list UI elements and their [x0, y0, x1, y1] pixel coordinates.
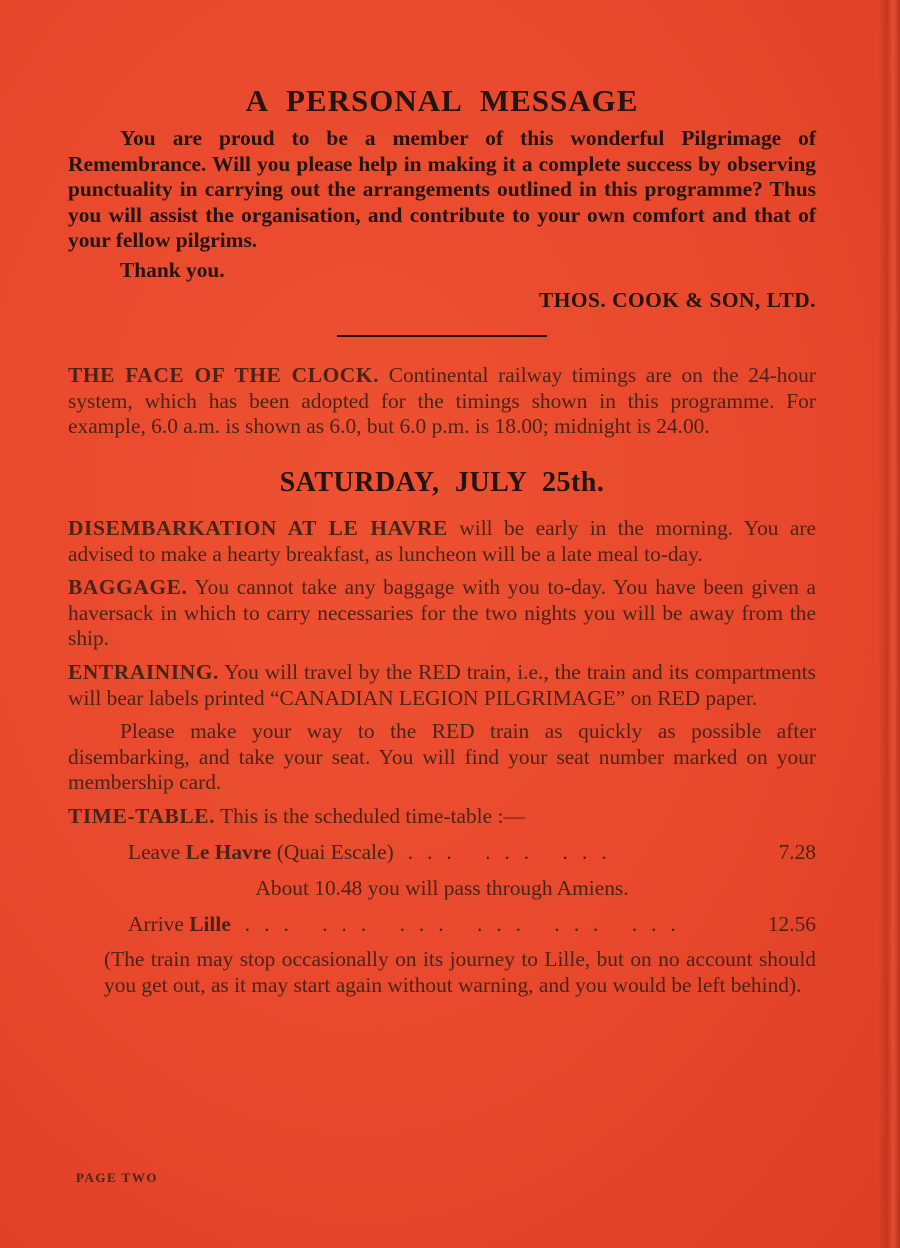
- page-number-label: PAGE TWO: [76, 1170, 158, 1185]
- clock-text: Continental railway timings are on the 24-hour system, which has been adopted for the timings shown in this programme. For example, 6.0 a.m. is shown as 6.0, but 6.0 p.m. is 18.00; midnight is 24.00.: [68, 363, 816, 439]
- train-note: (The train may stop occasionally on its journey to Lille, but on no account should you get out, as it may start again without warning, and you would be left behind).: [104, 947, 816, 998]
- leave-time: 7.28: [778, 840, 816, 865]
- timetable-heading: TIME-TABLE.: [68, 803, 216, 828]
- amiens-note: About 10.48 you will pass through Amiens.: [255, 876, 629, 901]
- clock-heading: THE FACE OF THE CLOCK.: [68, 363, 380, 388]
- entrain-paragraph-2: Please make your way to the RED train as quickly as possible after disembarking, and take your seat. You will find your seat number marked on your membership card.: [68, 719, 816, 795]
- signature: THOS. COOK & SON, LTD.: [538, 287, 816, 312]
- baggage-text: You cannot take any baggage with you to-day. You have been given a haversack in which to carry necessaries for the two nights you will be away from the ship.: [68, 575, 816, 651]
- thanks-line: Thank you.: [120, 257, 225, 282]
- leave-dots: ... ... ...: [407, 840, 621, 865]
- entrain-text: You will travel by the RED train, i.e., the train and its compartments will bear labels printed “CANADIAN LEGION PILGRIMAGE” on RED paper.: [68, 659, 816, 710]
- entrain-paragraph: [68, 660, 816, 711]
- divider-rule: [337, 335, 547, 337]
- arrive-time: 12.56: [767, 912, 816, 937]
- entrain-heading: ENTRAINING.: [68, 659, 220, 684]
- personal-message-text: You are proud to be a member of this wonderful Pilgrimage of Remembrance. Will you please help in making it a complete success by observing punctuality in carrying out the arrangements outlined in this programme? Thus you will assist the organisation, and contribute to your own comfort and that of your fellow pilgrims.: [68, 126, 816, 253]
- arrive-dots: ... ... ... ... ... ...: [244, 912, 690, 937]
- disembark-text: will be early in the morning. You are advised to make a hearty breakfast, as luncheon will be a late meal to-day.: [68, 515, 816, 566]
- leave-label: Leave: [128, 840, 181, 865]
- timetable-row-arrive: [68, 909, 816, 939]
- saturday-title: SATURDAY, JULY 25th.: [279, 466, 605, 498]
- timetable-intro: This is the scheduled time-table :—: [220, 803, 525, 828]
- page-edge: [878, 0, 900, 1248]
- leave-detail: (Quai Escale): [276, 840, 394, 865]
- disembark-paragraph: [68, 516, 816, 567]
- timetable-row-leave: [68, 837, 816, 867]
- baggage-heading: BAGGAGE.: [68, 575, 188, 600]
- arrive-place: Lille: [189, 912, 231, 937]
- personal-message-title: A PERSONAL MESSAGE: [245, 83, 639, 118]
- page-content: [68, 80, 816, 999]
- leave-place: Le Havre: [185, 840, 272, 865]
- timetable-paragraph: [68, 804, 816, 830]
- baggage-paragraph: [68, 575, 816, 652]
- arrive-label: Arrive: [128, 912, 184, 937]
- clock-paragraph: [68, 363, 816, 440]
- disembark-heading: DISEMBARKATION AT LE HAVRE: [68, 515, 448, 540]
